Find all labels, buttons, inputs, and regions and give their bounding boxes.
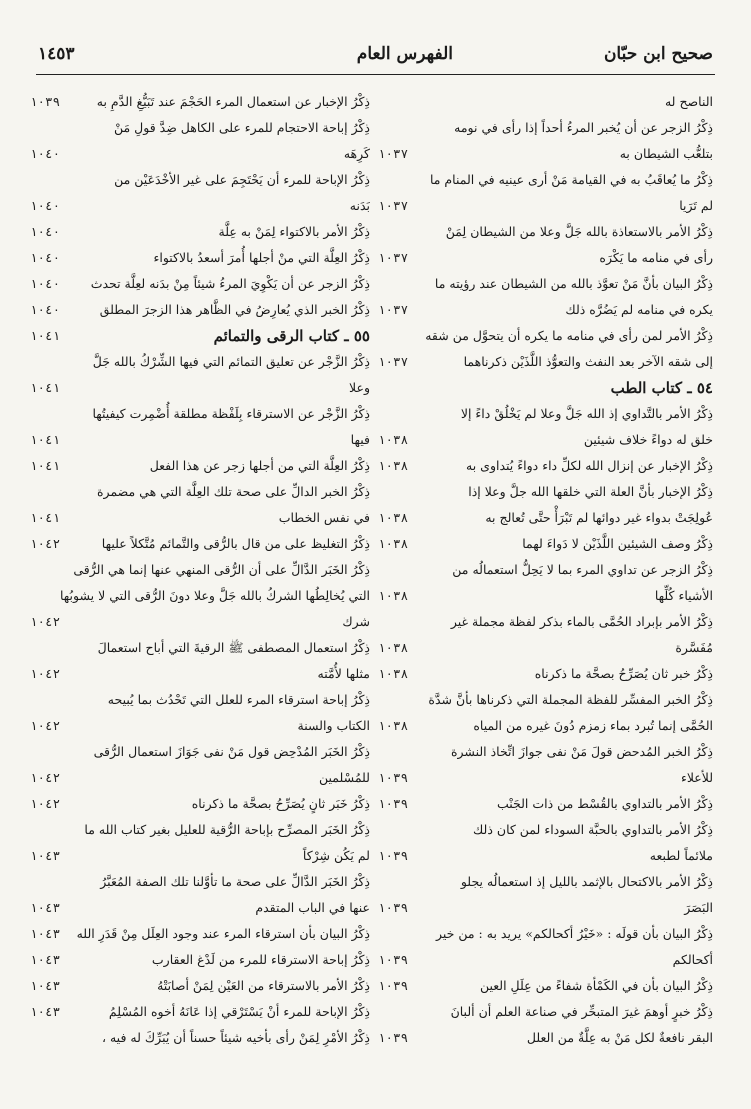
index-entry xyxy=(378,89,713,115)
index-entry xyxy=(30,427,370,453)
left-index-column xyxy=(30,89,370,1051)
entry-text: ذِكْرُ الإباحة للمرء أن يَحْتَجِمَ على غير الأخْدَعَيْن من xyxy=(114,172,370,187)
index-entry xyxy=(378,401,713,427)
entry-text: في نفس الخطاب xyxy=(278,510,370,525)
entry-text: لم يَكُن شِرْكاً xyxy=(302,848,370,863)
index-entry xyxy=(30,89,370,115)
entry-text: ذِكْرُ الأمر بالاكتحال بالإثمد بالليل إذ استعمالُه يجلو xyxy=(460,874,713,889)
entry-page-number: ١٠٣٨ xyxy=(378,588,409,603)
entry-text: البَصَرَ xyxy=(684,900,713,915)
entry-page-number: ١٠٤٣ xyxy=(30,848,61,863)
page-number: ١٤٥٣ xyxy=(38,44,75,64)
index-entry xyxy=(378,921,713,947)
index-entry xyxy=(30,765,370,791)
entry-page-number: ١٠٣٨ xyxy=(378,666,409,681)
index-entry xyxy=(378,479,713,505)
entry-page-number: ١٠٤٢ xyxy=(30,666,61,681)
index-entry xyxy=(378,791,713,817)
index-entry xyxy=(30,817,370,843)
index-entry xyxy=(378,739,713,765)
entry-page-number: ١٠٣٨ xyxy=(378,536,409,551)
entry-text: إلى شقه الآخر بعد النفث والتعوُّذ اللَّذَيْن ذكرناهما xyxy=(463,354,713,369)
entry-text: ذِكْرُ إباحة استرقاء المرء للعلل التي تَحْدُث بما يُبيحه xyxy=(107,692,370,707)
entry-page-number: ١٠٣٩ xyxy=(378,848,409,863)
index-entry xyxy=(378,219,713,245)
index-entry xyxy=(30,375,370,401)
index-entry xyxy=(30,791,370,817)
index-entry xyxy=(30,245,370,271)
entry-page-number: ١٠٤٣ xyxy=(30,952,61,967)
entry-page-number: ١٠٣٧ xyxy=(378,354,409,369)
entry-text: ذِكْرُ الإخبار بأنَّ العلة التي خلقها الله جلَّ وعلا إذا xyxy=(468,484,713,499)
entry-page-number: ١٠٣٨ xyxy=(378,432,409,447)
entry-text: للمُسْلمين xyxy=(319,770,370,785)
section-heading xyxy=(30,323,370,349)
index-entry xyxy=(378,193,713,219)
entry-text: ٥٥ ـ كتاب الرقى والتمائم xyxy=(213,327,370,345)
index-entry xyxy=(378,115,713,141)
entry-text: عنها في الباب المتقدم xyxy=(255,900,370,915)
entry-text: بَدَنه xyxy=(349,198,370,213)
entry-page-number: ١٠٣٩ xyxy=(30,94,61,109)
entry-text: ذِكْرُ خبر ثان يُصَرِّحُ بصحَّة ما ذكرناه xyxy=(534,666,713,681)
entry-text: ذِكْرُ الأمر بالاسترقاء من العَيْن لِمَنْ أصابَتْهُ xyxy=(157,978,370,993)
index-entry xyxy=(30,141,370,167)
entry-text: ذِكْرُ البيان بأنَّ مَنْ تعوَّذ بالله من الشيطان عند رؤيته ما xyxy=(434,276,713,291)
index-entry xyxy=(30,531,370,557)
entry-page-number: ١٠٣٩ xyxy=(378,952,409,967)
entry-text: أكحالكم xyxy=(672,952,713,967)
entry-text: مثلها لأُمَّته xyxy=(317,666,370,681)
entry-text: ذِكْرُ وصف الشيئين اللَّذَيْن لا دَواءَ لهما xyxy=(522,536,713,551)
index-entry xyxy=(378,843,713,869)
entry-text: ذِكْرُ الأمر بإبراد الحُمَّى بالماء بذكر لفظة مجملة غير xyxy=(450,614,713,629)
entry-text: ذِكْرُ الزَّجْر عن تعليق التمائم التي فيها الشِّرْكُ بالله جَلَّ xyxy=(92,354,370,369)
index-entry xyxy=(378,713,713,739)
entry-text: ذِكْرُ الخَبَر الدَّالِّ على صحة ما تأوَّلنا تلك الصفة المُعَبَّرُ xyxy=(100,874,370,889)
entry-text: ذِكْرُ الإباحة للمرء أنْ يَسْتَرْقي إذا عَانَهُ أخوه المُسْلِمُ xyxy=(108,1004,370,1019)
entry-text: خلق له دواءً خلاف شيئين xyxy=(583,432,713,447)
entry-text: ذِكْرُ ما يُعاقَبُ به في القيامة مَنْ أرى عينيه في المنام ما xyxy=(429,172,713,187)
entry-page-number: ١٠٤٠ xyxy=(30,276,61,291)
index-entry xyxy=(30,583,370,609)
entry-text: ٥٤ ـ كتاب الطب xyxy=(610,379,713,397)
entry-page-number: ١٠٤٢ xyxy=(30,536,61,551)
entry-text: ذِكْرُ العِلَّة التي منْ أجلها أُمرَ أسعدُ بالاكتواء xyxy=(153,250,370,265)
entry-page-number: ١٠٤١ xyxy=(30,510,61,525)
entry-page-number: ١٠٤٣ xyxy=(30,978,61,993)
index-entry xyxy=(30,661,370,687)
index-entry xyxy=(30,557,370,583)
entry-text: ذِكْرُ الخبر المفسِّر للفظة المجملة التي ذكرناها بأنَّ شدَّة xyxy=(428,692,713,707)
entry-text: الأشياء كُلِّها xyxy=(654,588,713,603)
header-rule xyxy=(36,74,715,75)
entry-page-number: ١٠٤٠ xyxy=(30,224,61,239)
entry-text: ذِكْرُ الأمر بالتداوي بالحبَّة السوداء لمن كان ذلك xyxy=(473,822,713,837)
entry-page-number: ١٠٤٣ xyxy=(30,1004,61,1019)
entry-text: ذِكْرُ الإخبار عن إنزال الله لكلِّ داء دواءً يُتداوى به xyxy=(466,458,713,473)
index-entry xyxy=(378,635,713,661)
index-entry xyxy=(378,869,713,895)
index-entry xyxy=(30,401,370,427)
index-entry xyxy=(378,765,713,791)
index-entry xyxy=(30,505,370,531)
index-entry xyxy=(378,661,713,687)
index-entry xyxy=(30,271,370,297)
entry-page-number: ١٠٣٩ xyxy=(378,900,409,915)
index-entry xyxy=(378,167,713,193)
index-entry xyxy=(378,453,713,479)
index-entry xyxy=(30,973,370,999)
entry-text: ذِكْرُ الأمر بالاستعاذة بالله جَلَّ وعلا من الشيطان لِمَنْ xyxy=(445,224,713,239)
entry-page-number: ١٠٤٠ xyxy=(30,302,61,317)
book-title: صحيح ابن حبّان xyxy=(603,44,713,64)
index-entry xyxy=(30,349,370,375)
entry-text: ذِكْرُ خبرٍ أوهمَ غيرَ المتبحِّر في صناعة العلم أن ألبانَ xyxy=(450,1004,713,1019)
entry-text: ذِكْرُ البيان بأن في الكَمْأة شفاءً من عِلَلِ العين xyxy=(479,978,713,993)
entry-page-number: ١٠٤٠ xyxy=(30,198,61,213)
index-entry xyxy=(378,895,713,921)
entry-text: ذِكْرُ الأمْرِ لِمَنْ رأى بأخيه شيئاً حسناً أن يُبَرِّكَ له فيه ، xyxy=(101,1030,370,1045)
entry-page-number: ١٠٤١ xyxy=(30,380,61,395)
entry-page-number: ١٠٣٨ xyxy=(378,510,409,525)
entry-page-number: ١٠٤٠ xyxy=(30,146,61,161)
index-entry xyxy=(378,323,713,349)
index-entry xyxy=(30,999,370,1025)
index-entry xyxy=(378,1025,713,1051)
entry-page-number: ١٠٤١ xyxy=(30,328,61,343)
index-entry xyxy=(378,557,713,583)
entry-page-number: ١٠٣٨ xyxy=(378,640,409,655)
entry-text: ذِكْرُ العِلَّة التي من أجلها زجر عن هذا الفعل xyxy=(149,458,370,473)
entry-page-number: ١٠٤٣ xyxy=(30,926,61,941)
entry-text: ذِكْرُ الخبر الدالِّ على صحة تلك العِلَّة التي هي مضمرة xyxy=(97,484,370,499)
index-entry xyxy=(30,297,370,323)
index-entry xyxy=(30,687,370,713)
entry-text: ذِكْرُ التغليظ على من قال بالرُّقى والتَّمائم مُتَّكلاً عليها xyxy=(101,536,370,551)
entry-text: ذِكْرُ الزجر عن أن يَكْوِيَ المرءُ شيئاً مِنْ بدَنه لعِلَّة تحدث xyxy=(90,276,370,291)
entry-text: التي يُخالِطُها الشركُ بالله جَلَّ وعلا دونَ الرُّقى التي لا يشوبُها xyxy=(59,588,370,603)
index-entry xyxy=(30,115,370,141)
index-entry xyxy=(378,609,713,635)
entry-page-number: ١٠٣٩ xyxy=(378,978,409,993)
entry-text: الناصح له xyxy=(664,94,713,109)
index-entry xyxy=(30,921,370,947)
entry-text: ذِكْرُ الأمر بالتَّداوي إذ الله جَلَّ وعلا لم يَخْلُقْ داءً إلا xyxy=(460,406,713,421)
index-entry xyxy=(30,635,370,661)
entry-page-number: ١٠٤٣ xyxy=(30,900,61,915)
entry-text: الحُمَّى إنما تُبرد بماء زمزم دُونَ غيره من المياه xyxy=(473,718,713,733)
entry-page-number: ١٠٤٢ xyxy=(30,718,61,733)
page-header xyxy=(38,44,713,72)
entry-page-number: ١٠٣٩ xyxy=(378,1030,409,1045)
entry-text: ملائماً لطبعه xyxy=(649,848,713,863)
index-entry xyxy=(378,687,713,713)
entry-text: ذِكْرُ الخَبَر الدَّالِّ على أن الرُّقى المنهي عنها إنما هي الرُّقى xyxy=(73,562,370,577)
entry-text: شرك xyxy=(342,614,370,629)
right-index-column xyxy=(378,89,713,1051)
entry-text: ذِكْرُ الزَّجْر عن الاسترقاء بِلَفْظة مطلقة أُضْمِرت كيفيتُها xyxy=(92,406,370,421)
entry-page-number: ١٠٤١ xyxy=(30,432,61,447)
index-entry xyxy=(378,297,713,323)
entry-text: ذِكْرُ خَبَر ثانٍ يُصَرِّحُ بصحَّة ما ذكرناه xyxy=(191,796,370,811)
entry-text: الكتاب والسنة xyxy=(297,718,370,733)
entry-text: البقر نافعةٌ لكل مَنْ به عِلَّةٌ من العلل xyxy=(526,1030,713,1045)
entry-text: ذِكْرُ الأمر لمن رأى في منامه ما يكره أن يتحوَّل من شقه xyxy=(425,328,713,343)
entry-page-number: ١٠٤٢ xyxy=(30,614,61,629)
entry-text: رأى في منامه ما يَكْرَه xyxy=(599,250,713,265)
entry-text: فيها xyxy=(350,432,370,447)
entry-page-number: ١٠٣٧ xyxy=(378,198,409,213)
entry-text: ذِكْرُ الإخبار عن استعمال المرء الحَجْمَ عند تَبَيُّغِ الدَّمِ به xyxy=(96,94,370,109)
index-entry xyxy=(378,531,713,557)
index-entry xyxy=(30,609,370,635)
section-title: الفهرس العام xyxy=(356,44,453,64)
entry-text: لم تَرَيا xyxy=(679,198,713,213)
index-entry xyxy=(378,999,713,1025)
entry-text: وعلا xyxy=(349,380,370,395)
index-entry xyxy=(30,1025,370,1051)
index-entry xyxy=(378,583,713,609)
index-entry xyxy=(378,349,713,375)
entry-text: ذِكْرُ الزجر عن أن يُخبر المرءُ أحداً إذا رأى في نومه xyxy=(454,120,713,135)
entry-text: عُولِجَتْ بدواء غير دوائها لم تَبْرَأْ حتَّى تُعالج به xyxy=(485,510,713,525)
entry-page-number: ١٠٤٢ xyxy=(30,796,61,811)
entry-page-number: ١٠٤١ xyxy=(30,458,61,473)
entry-text: ذِكْرُ الزجر عن تداوي المرء بما لا يَحِلُّ استعمالُه من xyxy=(452,562,713,577)
index-entry xyxy=(30,895,370,921)
index-entry xyxy=(30,193,370,219)
entry-page-number: ١٠٣٧ xyxy=(378,250,409,265)
index-entry xyxy=(30,739,370,765)
index-entry xyxy=(30,453,370,479)
section-heading xyxy=(378,375,713,401)
entry-text: ذِكْرُ استعمال المصطفى ﷺ الرقيةَ التي أباح استعمالَ xyxy=(97,640,370,655)
entry-text: ذِكْرُ الأمر بالاكتواء لِمَنْ به عِلَّة xyxy=(218,224,370,239)
entry-page-number: ١٠٤٠ xyxy=(30,250,61,265)
entry-text: ذِكْرُ البيان بأن استرقاء المرء عند وجود العِلَل مِنْ قَدَرِ الله xyxy=(76,926,370,941)
index-entry xyxy=(378,973,713,999)
entry-text: للأعلاء xyxy=(680,770,713,785)
entry-text: ذِكْرُ إباحة الاحتجام للمرء على الكاهل ضِدَّ قولِ مَنْ xyxy=(113,120,370,135)
entry-text: ذِكْرُ الأمر بالتداوي بالقُسْط من ذات الجَنْب xyxy=(496,796,713,811)
entry-text: مُفَسَّرة xyxy=(675,640,713,655)
entry-text: بتلعُّب الشيطان به xyxy=(619,146,713,161)
index-entry xyxy=(378,271,713,297)
index-entry xyxy=(30,167,370,193)
entry-text: ذِكْرُ إباحة الاسترقاء للمرء من لَدْغ العقارب xyxy=(151,952,370,967)
entry-text: ذِكْرُ البيان بأن قولَه : «خَيْرُ أكحالكم» يريد به : من خير xyxy=(436,926,713,941)
entry-page-number: ١٠٣٨ xyxy=(378,458,409,473)
entry-page-number: ١٠٣٨ xyxy=(378,718,409,733)
index-entry xyxy=(30,947,370,973)
entry-text: ذِكْرُ الخَبَر المُدْحِض قول مَنْ نفى جَوَازَ استعمال الرُّقى xyxy=(93,744,370,759)
index-entry xyxy=(30,869,370,895)
index-entry xyxy=(378,947,713,973)
entry-text: كَرِهَه xyxy=(343,146,370,161)
entry-text: يكره في منامه لم يَضُرَّه ذلك xyxy=(565,302,713,317)
entry-page-number: ١٠٣٧ xyxy=(378,302,409,317)
index-entry xyxy=(378,817,713,843)
index-entry xyxy=(378,245,713,271)
index-entry xyxy=(30,219,370,245)
index-entry xyxy=(30,713,370,739)
entry-text: ذِكْرُ الخَبَر المصرِّح بإباحة الرُّقية للعليل بغير كتاب الله ما xyxy=(84,822,370,837)
entry-text: ذِكْرُ الخبر المُدحض قولَ مَنْ نفى جوازَ اتِّخاذ النشرة xyxy=(450,744,713,759)
entry-page-number: ١٠٣٧ xyxy=(378,146,409,161)
index-entry xyxy=(378,427,713,453)
entry-page-number: ١٠٣٩ xyxy=(378,796,409,811)
index-entry xyxy=(378,141,713,167)
entry-page-number: ١٠٤٢ xyxy=(30,770,61,785)
index-entry xyxy=(30,479,370,505)
entry-text: ذِكْرُ الخبر الذي يُعارِضُ في الظَّاهر هذا الزجرَ المطلق xyxy=(99,302,370,317)
index-entry xyxy=(378,505,713,531)
entry-page-number: ١٠٣٩ xyxy=(378,770,409,785)
index-entry xyxy=(30,843,370,869)
